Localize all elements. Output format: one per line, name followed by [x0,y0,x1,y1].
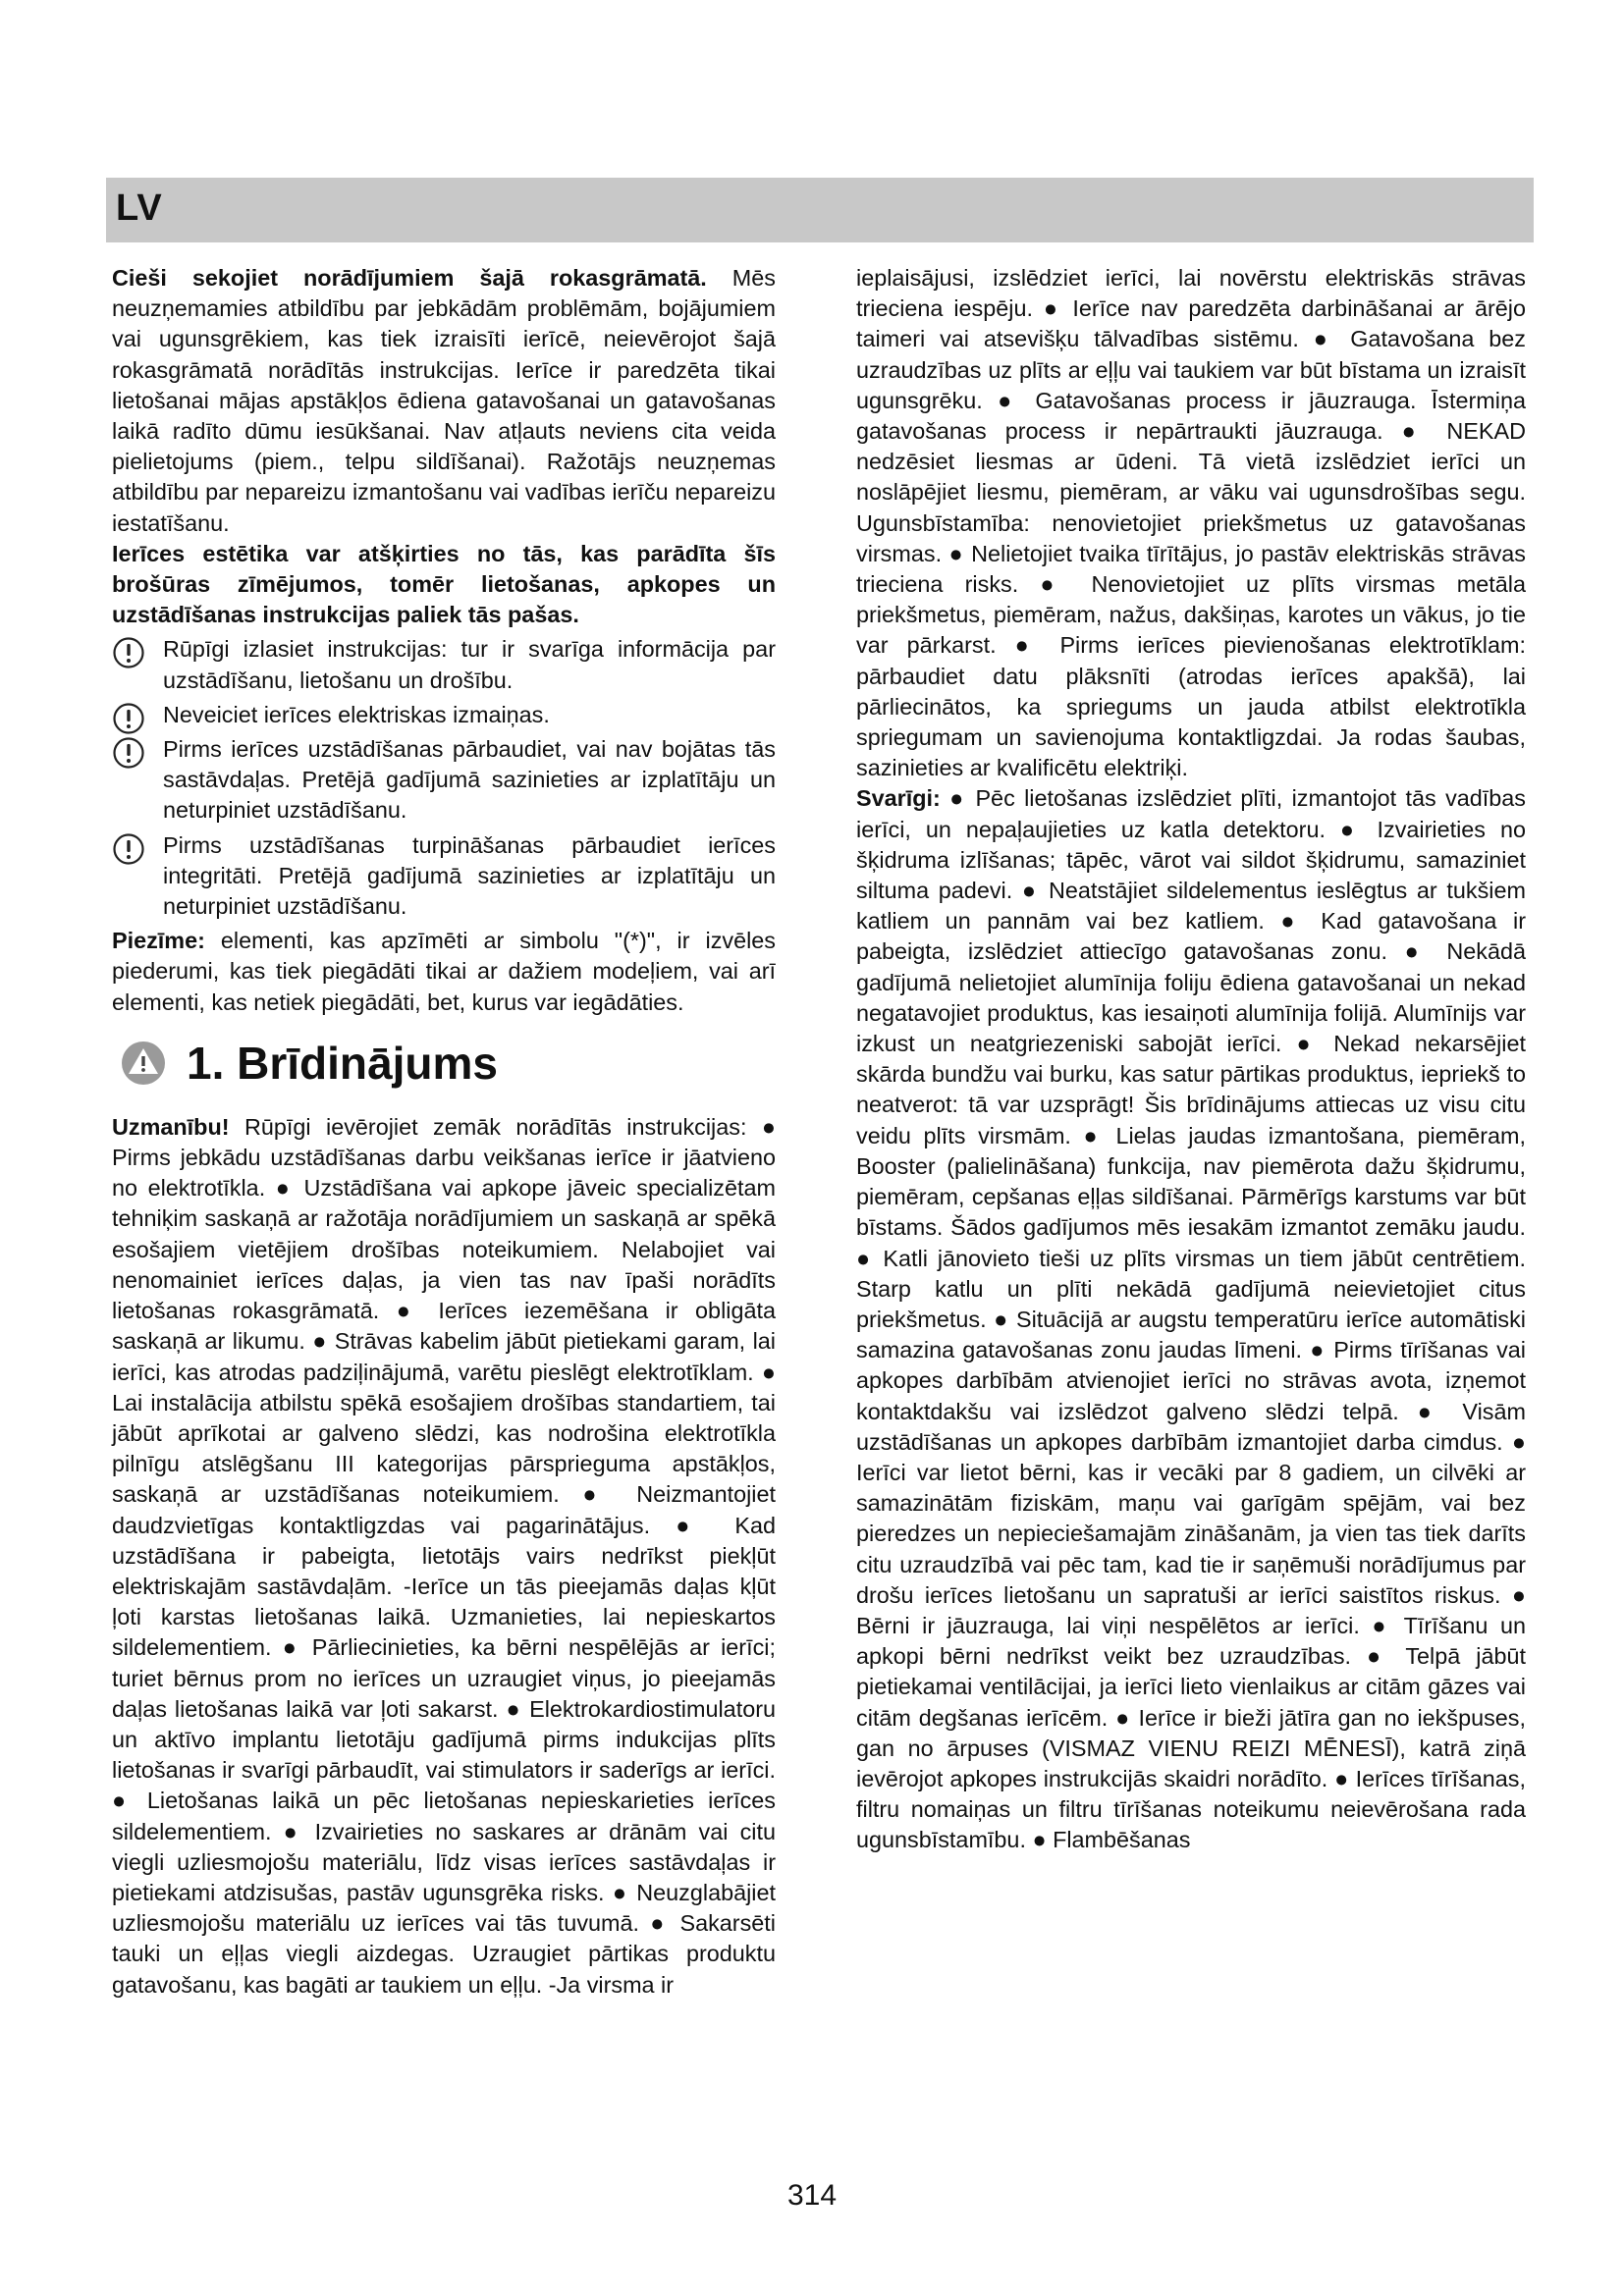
warning-text: Pirms ierīces uzstādīšanas pārbaudiet, vai nav bojātas tās sastāvdaļas. Pretējā gadījumā sazinieties ar izplatītāju un neturpiniet uzstādīšanu. [163,736,776,824]
warning-triangle-icon [120,1040,167,1087]
warning-item [112,830,776,923]
aesthetic-notice: Ierīces estētika var atšķirties no tās, kas parādīta šīs brošūras zīmējumos, tomēr lietošanas, apkopes un uzstādīšanas instrukcijas paliek tās pašas. [112,540,776,628]
warning-item [112,634,776,695]
warning-text: Rūpīgi izlasiet instrukcijas: tur ir svarīga informācija par uzstādīšanu, lietošanu un drošību. [163,636,776,693]
exclamation-circle-icon [112,736,145,770]
left-column [112,263,776,2001]
important-paragraph [856,783,1526,1855]
warning-text: Pirms uzstādīšanas turpināšanas pārbaudiet ierīces integritāti. Pretējā gadījumā sazinieties ar izplatītāju un neturpiniet uzstādīšanu. [163,831,776,920]
exclamation-circle-icon [112,702,145,735]
exclamation-circle-icon [112,636,145,669]
warning-item [112,700,776,730]
intro-bold: Cieši sekojiet norādījumiem šajā rokasgrāmatā. [112,265,707,291]
important-text: ● Pēc lietošanas izslēdziet plīti, izmantojot tās vadības ierīci, un nepaļaujieties uz katla detektoru. ● Izvairieties no šķidruma izlīšanas; tāpēc, vārot vai sildot šķidrumu, samaziniet siltuma padevi. ● Neatstājiet sildelementus ieslēgtus ar tukšiem katliem un pannām vai bez katliem. ● Kad gatavošana ir pabeigta, izslēdziet attiecīgo gatavošanas zonu. ● Nekādā gadījumā nelietojiet alumīnija foliju ēdiena gatavošanai un nekad negatavojiet produktus, kas iesaiņoti alumīnija folijā. Alumīnijs var izkust un neatgriezeniski sabojāt ierīci. ● Nekad nekarsējiet skārda bundžu vai burku, kas satur pārtikas produktus, iepriekš to neatverot: tā var uzsprāgt! Šis brīdinājums attiecas uz visu citu veidu plīts virsmām. ● Lielas jaudas izmantošana, piemēram, Booster (palielināšana) funkcija, nav piemērota dažu šķidrumu, piemēram, cepšanas eļļas sildīšanai. Pārmērīgs karstums var būt bīstams. Šādos gadījumos mēs iesakām izmantot zemāku jaudu. ● Katli jānovieto tieši uz plīts virsmas un tiem jābūt centrētiem. Starp katlu un plīti nekādā gadījumā neievietojiet citus priekšmetus. ● Situācijā ar augstu temperatūru ierīce automātiski samazina gatavošanas zonu jaudas līmeni. ● Pirms tīrīšanas vai apkopes darbībām atvienojiet ierīci no strāvas avota, izņemot kontaktdakšu vai izslēdzot galveno slēdzi telpā. ● Visām uzstādīšanas un apkopes darbībām izmantojiet darba cimdus. ● Ierīci var lietot bērni, kas ir vecāki par 8 gadiem, un cilvēki ar samazinātām fiziskām, maņu vai garīgām spējām, vai bez pieredzes un nepieciešamajām zināšanām, ja vien tas tiek darīts citu uzraudzībā vai pēc tam, kad tie ir saņēmuši norādījumus par drošu ierīces lietošanu un sapratuši ar ierīci saistītos riskus. ● Bērni ir jāuzrauga, lai viņi nespēlētos ar ierīci. ● Tīrīšanu un apkopi bērni nedrīkst veikt bez uzraudzības. ● Telpā jābūt pietiekamai ventilācijai, ja ierīci lieto vienlaikus ar citām gāzes vai citām degšanas ierīcēm. ● Ierīce ir bieži jātīra gan no iekšpuses, gan no ārpuses (VISMAZ VIENU REIZI MĒNESĪ), katrā ziņā ievērojot apkopes instrukcijās skaidri norādīto. ● Ierīces tīrīšanas, filtru nomaiņas un filtru tīrīšanas noteikumu neievērošana rada ugunsbīstamību. ● Flambēšanas [856,785,1526,1853]
language-header-bar [106,178,1534,242]
right-paragraph-1: ieplaisājusi, izslēdziet ierīci, lai novērstu elektriskās strāvas trieciena iespēju. ● Ierīce nav paredzēta darbināšanai ar ārējo taimeri vai atsevišķu tālvadības sistēmu. ● Gatavošana bez uzraudzības uz plīts ar eļļu vai taukiem var būt bīstama un izraisīt ugunsgrēku. ● Gatavošanas process ir jāuzrauga. Īstermiņa gatavošanas process ir nepārtraukti jāuzrauga. ● NEKAD nedzēsiet liesmas ar ūdeni. Tā vietā izslēdziet ierīci un noslāpējiet liesmu, piemēram, ar vāku vai ugunsdrošības segu. Ugunsbīstamība: nenovietojiet priekšmetus uz gatavošanas virsmas. ● Nelietojiet tvaika tīrītājus, jo pastāv elektriskās strāvas trieciena risks. ● Nenovietojiet uz plīts virsmas metāla priekšmetus, piemēram, nažus, dakšiņas, karotes un vākus, jo tie var pārkarst. ● Pirms ierīces pievienošanas elektrotīklam: pārbaudiet datu plāksnīti (atrodas ierīces apakšā), lai pārliecinātos, ka spriegums un jauda atbilst elektrotīkla spriegumam un savienojuma kontaktligzdai. Ja rodas šaubas, sazinieties ar kvalificētu elektriķi. [856,265,1526,781]
section-title: 1. Brīdinājums [187,1037,498,1089]
important-bold: Svarīgi: [856,785,941,812]
attention-text: Rūpīgi ievērojiet zemāk norādītās instrukcijas: ● Pirms jebkādu uzstādīšanas darbu veikšanas ierīce ir jāatvieno no elektrotīkla. ● Uzstādīšana vai apkope jāveic specializētam tehniķim saskaņā ar ražotāja norādījumiem un saskaņā ar spēkā esošajiem vietējiem drošības noteikumiem. Nelabojiet vai nenomainiet ierīces daļas, ja vien tas nav īpaši norādīts lietošanas rokasgrāmatā. ● Ierīces iezemēšana ir obligāta saskaņā ar likumu. ● Strāvas kabelim jābūt pietiekami garam, lai ierīci, kas atrodas padziļinājumā, varētu pieslēgt elektrotīklam. ● Lai instalācija atbilstu spēkā esošajiem drošības standartiem, tai jābūt aprīkotai ar galveno slēdzi, kas nodrošina elektrotīkla pilnīgu atslēgšanu III kategorijas pārsprieguma apstākļos, saskaņā ar uzstādīšanas noteikumiem. ● Neizmantojiet daudzvietīgas kontaktligzdas vai pagarinātājus. ● Kad uzstādīšana ir pabeigta, lietotājs vairs nedrīkst piekļūt elektriskajām sastāvdaļām. -Ierīce un tās pieejamās daļas kļūt ļoti karstas lietošanas laikā. Uzmanieties, lai nepieskartos sildelementiem. ● Pārliecinieties, ka bērni nespēlējās ar ierīci; turiet bērnus prom no ierīces un uzraugiet viņus, jo pieejamās daļas lietošanas laikā var ļoti sakarst. ● Elektrokardiostimulatoru un aktīvo implantu lietotāju gadījumā pirms indukcijas plīts lietošanas ir svarīgi pārbaudīt, vai stimulators ir saderīgs ar ierīci. ● Lietošanas laikā un pēc lietošanas nepieskarieties ierīces sildelementiem. ● Izvairieties no saskares ar drānām vai citu viegli uzliesmojošu materiālu, līdz visas ierīces sastāvdaļas ir pietiekami atdzisušas, pastāv ugunsgrēka risks. ● Neuzglabājiet uzliesmojošu materiālu uz ierīces vai tās tuvumā. ● Sakarsēti tauki un eļļas viegli aizdegas. Uzraugiet pārtikas produktu gatavošanu, kas bagāti ar taukiem un eļļu. -Ja virsma ir [112,1113,776,1998]
attention-bold: Uzmanību! [112,1113,230,1140]
warning-item [112,734,776,827]
intro-paragraph [112,263,776,539]
intro-text: Mēs neuzņemamies atbildību par jebkādām problēmām, bojājumiem vai ugunsgrēkiem, kas tiek izraisīti ierīcē, neievērojot šajā rokasgrāmatā norādītās instrukcijas. Ierīce ir paredzēta tikai lietošanai mājas apstākļos ēdiena gatavošanai un gatavošanas laikā radīto dūmu iesūkšanai. Nav atļauts neviens cita veida pielietojums (piem., telpu sildīšanai). Ražotājs neuzņemas atbildību par nepareizu izmantošanu vai vadības ierīču nepareizu iestatīšanu. [112,265,776,536]
attention-paragraph [112,1112,776,2001]
page-number: 314 [786,2179,838,2212]
exclamation-circle-icon [112,832,145,866]
section-heading [112,1030,776,1106]
right-column [856,263,1526,1856]
note-text: elementi, kas apzīmēti ar simbolu "(*)", ir izvēles piederumi, kas tiek piegādāti tikai ar dažiem modeļiem, vai arī elementi, kas netiek piegādāti, bet, kurus var iegādāties. [112,928,776,1015]
note-paragraph [112,926,776,1018]
warning-text: Neveiciet ierīces elektriskas izmaiņas. [163,701,550,727]
note-bold: Piezīme: [112,928,205,954]
language-code: LV [116,187,163,229]
